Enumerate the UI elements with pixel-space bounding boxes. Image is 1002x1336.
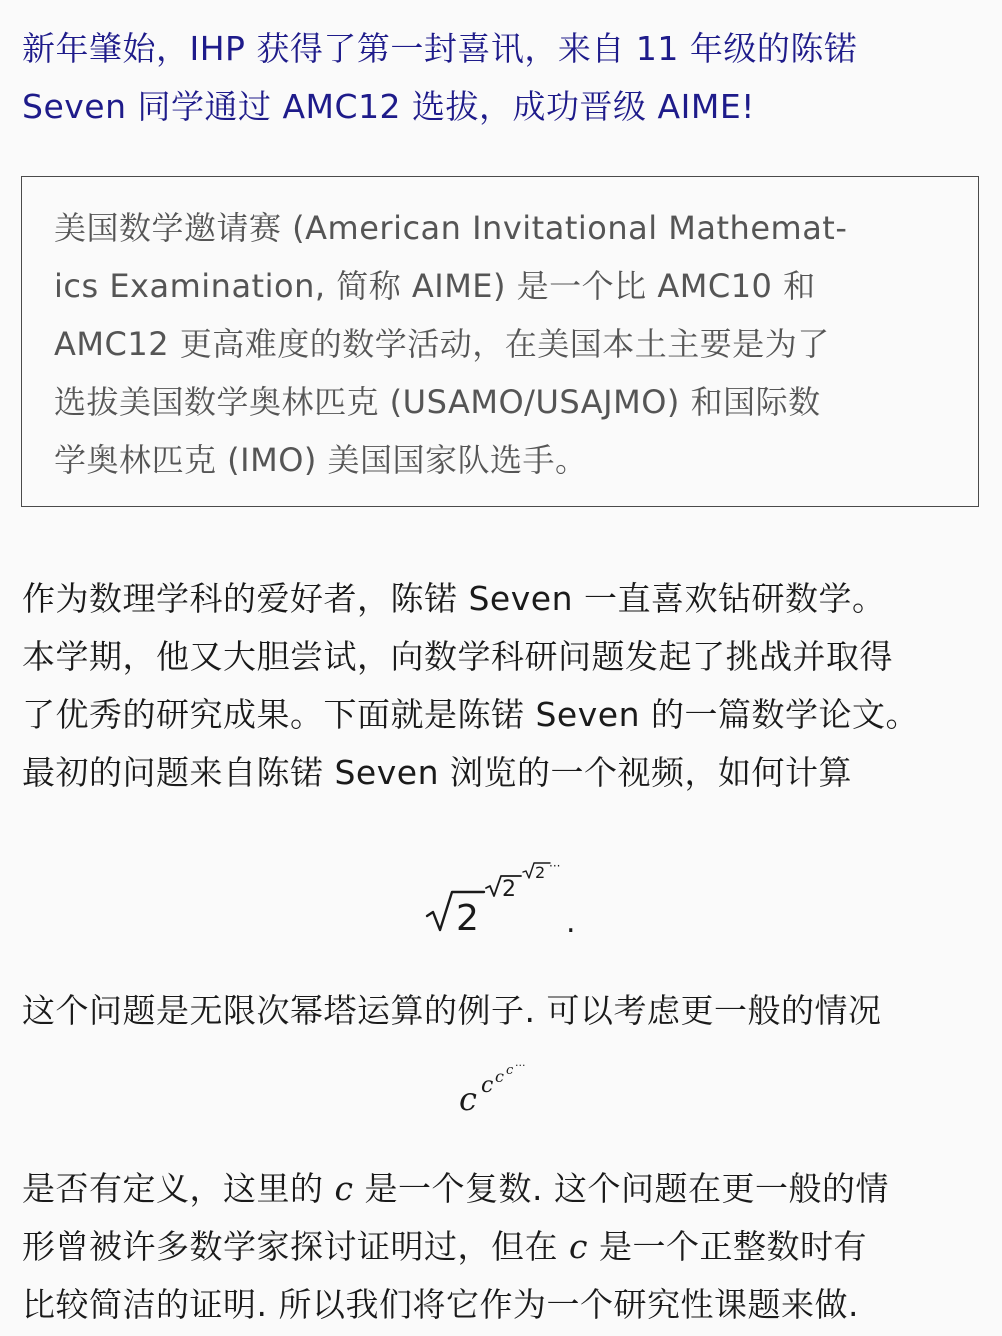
aime-definition-line: AMC12 更高难度的数学活动，在美国本土主要是为了	[54, 325, 830, 363]
aime-definition-box	[21, 176, 979, 507]
generalization-paragraph	[22, 982, 997, 1040]
aime-definition-line: ics Examination, 简称 AIME) 是一个比 AMC10 和	[54, 267, 816, 305]
text-segment: 是一个复数. 这个问题在更一般的情	[353, 1169, 889, 1208]
paragraph-line	[22, 1218, 997, 1276]
sqrt-power-tower-formula	[418, 858, 598, 948]
ellipsis-dots: ···	[549, 859, 561, 873]
paragraph-line: 比较简洁的证明. 所以我们将它作为一个研究性课题来做.	[22, 1285, 859, 1324]
paragraph-line: 这个问题是无限次幂塔运算的例子. 可以考虑更一般的情况	[22, 991, 882, 1030]
text-segment: 是否有定义，这里的	[22, 1169, 335, 1208]
base-number: 2	[456, 898, 479, 939]
headline-line-2: Seven 同学通过 AMC12 选拔，成功晋级 AIME!	[22, 87, 755, 126]
tower-ellipsis: ···	[515, 1059, 526, 1072]
second-exponent-number: 2	[535, 863, 546, 882]
aime-definition-line: 学奥林匹克 (IMO) 美国国家队选手。	[54, 441, 588, 479]
conclusion-paragraph	[22, 1160, 997, 1334]
tower-exponent-c-3: c	[506, 1063, 514, 1078]
aime-definition-text	[54, 199, 954, 489]
c-power-tower-svg	[455, 1058, 555, 1118]
text-segment: 是一个正整数时有	[587, 1227, 867, 1266]
tower-exponent-c-2: c	[495, 1067, 504, 1086]
math-variable-c: c	[569, 1227, 588, 1266]
paragraph-line: 本学期，他又大胆尝试，向数学科研问题发起了挑战并取得	[22, 637, 893, 676]
tower-exponent-c: c	[481, 1073, 494, 1098]
paragraph-line: 了优秀的研究成果。下面就是陈锘 Seven 的一篇数学论文。	[22, 695, 919, 734]
math-variable-c: c	[334, 1169, 354, 1208]
exponent-number: 2	[502, 877, 516, 902]
headline	[22, 20, 992, 136]
c-power-tower-formula	[455, 1058, 555, 1118]
headline-line-1: 新年肇始，IHP 获得了第一封喜讯，来自 11 年级的陈锘	[22, 29, 858, 68]
formula-period: .	[566, 905, 576, 940]
paragraph-line	[22, 1160, 997, 1218]
text-segment: 形曾被许多数学家探讨证明过，但在	[22, 1227, 569, 1266]
sqrt-power-tower-svg	[418, 858, 598, 948]
tower-base-c: c	[459, 1080, 477, 1118]
paragraph-line: 作为数理学科的爱好者，陈锘 Seven 一直喜欢钻研数学。	[22, 579, 886, 618]
aime-definition-line: 选拔美国数学奥林匹克 (USAMO/USAJMO) 和国际数	[54, 383, 821, 421]
paragraph-line: 最初的问题来自陈锘 Seven 浏览的一个视频，如何计算	[22, 753, 852, 792]
intro-paragraph	[22, 570, 997, 802]
aime-definition-line: 美国数学邀请赛 (American Invitational Mathemat-	[54, 209, 848, 247]
